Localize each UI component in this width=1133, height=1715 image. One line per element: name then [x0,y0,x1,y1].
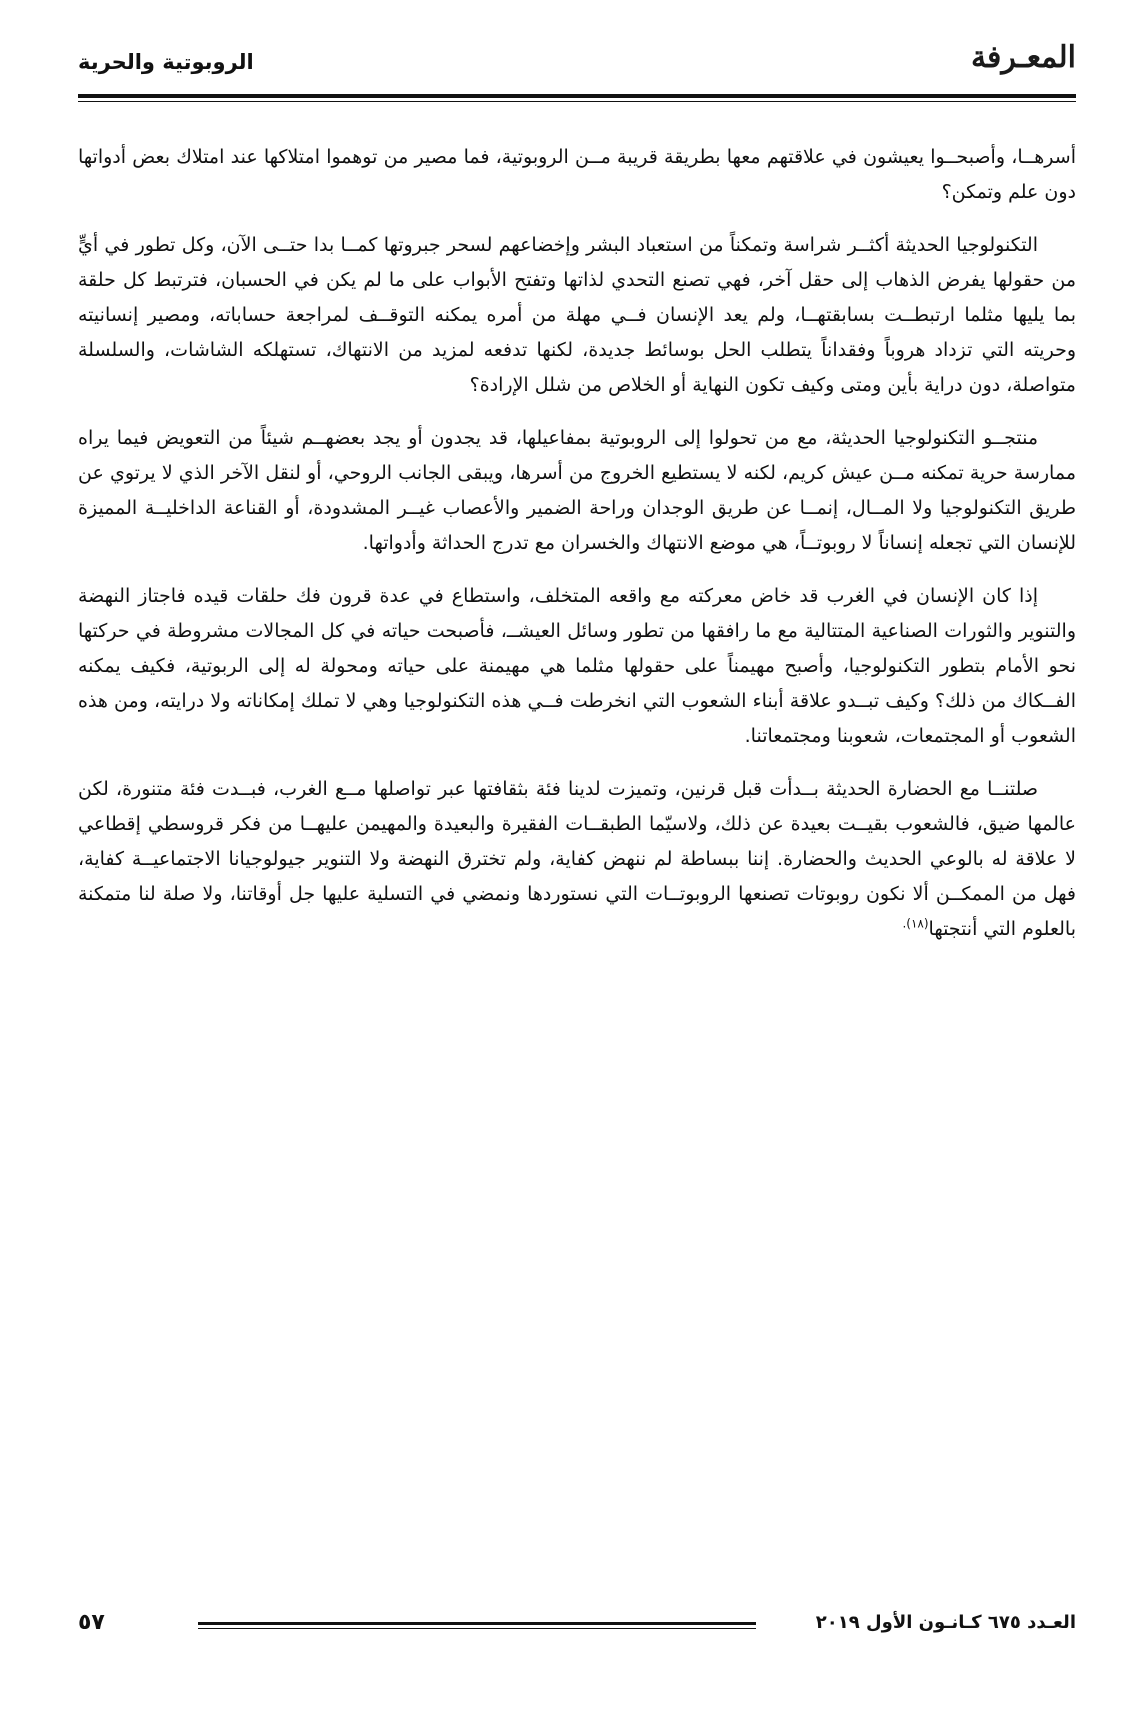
journal-logo: المعـرفة [970,40,1076,75]
header-divider-thick [78,94,1076,98]
header-divider-thin [78,101,1076,102]
paragraph-4: إذا كان الإنسان في الغرب قد خاض معركته مع واقعه المتخلف، واستطاع في عدة قرون فك حلقات قيده فاجتاز النهضة والتنوير والثورات الصناعية المتتالية مع ما رافقها من تطور وسائل العيشــ، فأصبحت حياته في كل المجالات مشروطة في حركتها نحو الأمام بتطور التكنولوجيا، وأصبح مهيمناً على حقولها مثلما هي مهيمنة على حياته ومحولة له إلى الربوتية، فكيف يمكنه الفــكاك من ذلك؟ وكيف تبــدو علاقة أبناء الشعوب التي انخرطت فــي هذه التكنولوجيا وهي لا تملك إمكاناته ولا درايته، ومن هذه الشعوب أو المجتمعات، شعوبنا ومجتمعاتنا. [78,585,1076,747]
paragraph-1: أسرهــا، وأصبحــوا يعيشون في علاقتهم معها بطريقة قريبة مــن الروبوتية، فما مصير من توهموا امتلاكها عند امتلاك بعض أدواتها دون علم وتمكن؟ [78,146,1076,203]
page-footer [78,1610,1076,1640]
paragraph-5 [78,772,1076,947]
article-body [78,140,1076,965]
issue-info: العـدد ٦٧٥ كـانـون الأول ٢٠١٩ [815,1612,1076,1633]
footnote-reference: (١٨). [902,916,929,931]
paragraph-2: التكنولوجيا الحديثة أكثــر شراسة وتمكناً من استعباد البشر وإخضاعهم لسحر جبروتها كمــا بدا حتــى الآن، وكل تطور في أيٍّ من حقولها يفرض الذهاب إلى حقل آخر، فهي تصنع التحدي لذاتها وتفتح الأبواب على ما لم يكن في الحسبان، فترتبط كل حلقة بما يليها مثلما ارتبطــت بسابقتهــا، ولم يعد الإنسان فــي مهلة من أمره يمكنه التوقــف لمراجعة حساباته، ومصير إنسانيته وحريته التي تزداد هروباً وفقداناً يتطلب الحل بوسائط جديدة، لكنها تدفعه لمزيد من الانتهاك، تستهلكه الشاشات، والسلسلة متواصلة، دون دراية بأين ومتى وكيف تكون النهاية أو الخلاص من شلل الإرادة؟ [78,234,1076,396]
footer-divider-thick [198,1622,756,1625]
page-header [78,40,1076,100]
page-number: ٥٧ [78,1610,105,1635]
running-title: الروبوتية والحرية [78,50,254,74]
paragraph-5-text: صلتنــا مع الحضارة الحديثة بــدأت قبل قرنين، وتميزت لدينا فئة بثقافتها عبر تواصلها مــع الغرب، فبــدت فئة متنورة، لكن عالمها ضيق، فالشعوب بقيــت بعيدة عن ذلك، ولاسيّما الطبقــات الفقيرة والبعيدة والمهيمن عليهــا من فكر قروسطي إقطاعي لا علاقة له بالوعي الحديث والحضارة. إننا ببساطة لم ننهض كفاية، ولم تخترق النهضة ولا التنوير جيولوجيانا الاجتماعيــة كفاية، فهل من الممكــن ألا نكون روبوتات تصنعها الروبوتــات التي نستوردها ونمضي في التسلية عليها جل أوقاتنا، ولا صلة لنا متمكنة بالعلوم التي أنتجتها [78,778,1076,940]
paragraph-3: منتجــو التكنولوجيا الحديثة، مع من تحولوا إلى الروبوتية بمفاعيلها، قد يجدون أو يجد بعضهــم شيئاً من التعويض فيما يراه ممارسة حرية تمكنه مــن عيش كريم، لكنه لا يستطيع الخروج من أسرها، ويبقى الجانب الروحي، أو لنقل الآخر الذي لا يرتوي عن طريق التكنولوجيا ولا المــال، إنمــا عن طريق الوجدان وراحة الضمير والأعصاب غيــر المشدودة، أو القناعة الداخليــة المميزة للإنسان التي تجعله إنساناً لا روبوتــاً، هي موضع الانتهاك والخسران مع تدرج الحداثة وأدواتها. [78,427,1076,554]
footer-divider-thin [198,1628,756,1629]
